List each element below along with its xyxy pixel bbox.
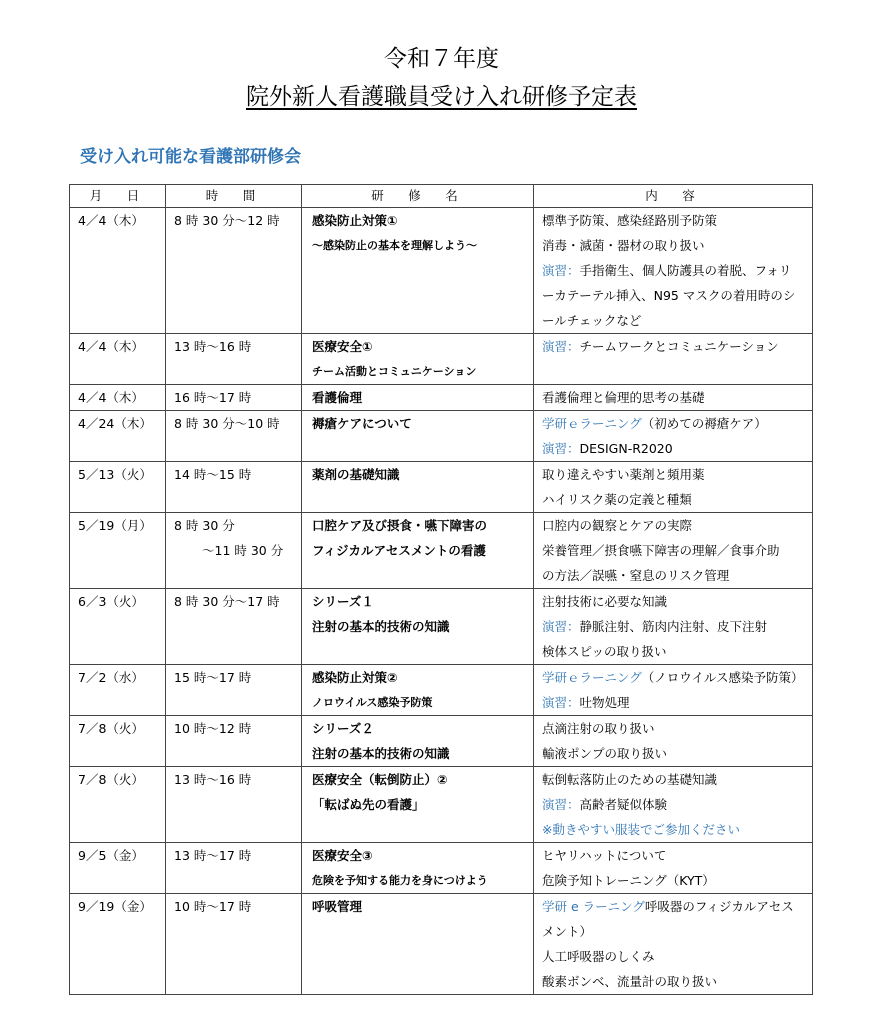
row-time — [166, 208, 302, 334]
content-text: （ノロウイルス感染予防策） — [641, 670, 804, 685]
row-date: 4／4（木） — [70, 334, 166, 385]
table-row — [70, 894, 813, 995]
training-title: 医療安全③ — [312, 848, 373, 863]
time-line: 8 時 30 分～17 時 — [174, 594, 280, 609]
table-row — [70, 665, 813, 716]
row-training-name — [302, 589, 534, 665]
row-training-name — [302, 208, 534, 334]
content-line — [542, 385, 808, 410]
row-date: 4／24（木） — [70, 411, 166, 462]
content-text: 検体スピッの取り扱い — [542, 644, 667, 659]
content-text: 吐物処理 — [579, 695, 630, 710]
content-line — [542, 843, 808, 868]
row-content — [534, 513, 813, 589]
content-text: の方法／誤嚥・窒息のリスク管理 — [542, 568, 730, 583]
row-content — [534, 716, 813, 767]
content-text: 消毒・滅菌・器材の取り扱い — [542, 238, 705, 253]
time-line: 13 時～16 時 — [174, 339, 252, 354]
page-subtitle — [0, 82, 883, 112]
content-line — [542, 767, 808, 792]
training-title-line2: 「転ばぬ先の看護」 — [312, 797, 425, 812]
table-row — [70, 843, 813, 894]
row-content — [534, 767, 813, 843]
row-content — [534, 462, 813, 513]
content-line — [542, 792, 808, 817]
row-training-name — [302, 411, 534, 462]
content-line — [542, 817, 808, 842]
table-header-row — [70, 185, 813, 208]
content-text: 静脈注射、筋肉内注射、皮下注射 — [579, 619, 768, 634]
content-line — [542, 411, 808, 436]
time-line: 10 時～17 時 — [174, 899, 252, 914]
row-date: 5／13（火） — [70, 462, 166, 513]
training-title: 感染防止対策① — [312, 213, 398, 228]
content-text: 点滴注射の取り扱い — [542, 721, 655, 736]
row-training-name — [302, 385, 534, 411]
row-training-name — [302, 462, 534, 513]
content-text: 呼吸器のフィジカルアセス — [644, 899, 794, 914]
time-line: 8 時 30 分～12 時 — [174, 213, 280, 228]
content-line — [542, 436, 808, 461]
row-date: 5／19（月） — [70, 513, 166, 589]
content-text: DESIGN-R2020 — [579, 441, 673, 456]
content-line — [542, 308, 808, 333]
row-date: 4／4（木） — [70, 385, 166, 411]
content-label: ※動きやすい服装でご参加ください — [542, 822, 740, 837]
row-content — [534, 589, 813, 665]
content-line — [542, 538, 808, 563]
content-line — [542, 690, 808, 715]
time-line: 14 時～15 時 — [174, 467, 252, 482]
row-time — [166, 411, 302, 462]
content-text: ハイリスク薬の定義と種類 — [542, 492, 692, 507]
time-line: 8 時 30 分 — [174, 518, 235, 533]
training-title: 褥瘡ケアについて — [312, 416, 412, 431]
table-row — [70, 767, 813, 843]
row-date: 4／4（木） — [70, 208, 166, 334]
training-title: シリーズ２ — [312, 721, 374, 736]
training-subtitle: チーム活動とコミュニケーション — [312, 365, 477, 378]
header-name: 研 修 名 — [302, 185, 534, 208]
content-text: 輸液ポンプの取り扱い — [542, 746, 668, 761]
row-training-name — [302, 665, 534, 716]
table-body — [70, 208, 813, 995]
content-label: 演習： — [542, 797, 580, 812]
content-text: メント） — [542, 924, 593, 939]
content-label: 演習： — [542, 619, 580, 634]
content-text: 転倒転落防止のための基礎知識 — [542, 772, 718, 787]
header-date: 月 日 — [70, 185, 166, 208]
content-text: 危険予知トレーニング（KYT） — [542, 873, 715, 888]
training-title: 看護倫理 — [312, 390, 363, 405]
content-line — [542, 894, 808, 919]
content-text: 看護倫理と倫理的思考の基礎 — [542, 390, 705, 405]
row-time — [166, 513, 302, 589]
table-row — [70, 462, 813, 513]
row-training-name — [302, 843, 534, 894]
page-title: 令和７年度 — [384, 46, 499, 72]
row-time — [166, 894, 302, 995]
row-date: 7／8（火） — [70, 767, 166, 843]
training-title-line2: フィジカルアセスメントの看護 — [312, 543, 486, 558]
row-date: 7／2（水） — [70, 665, 166, 716]
table-row — [70, 513, 813, 589]
training-subtitle: ノロウイルス感染予防策 — [312, 696, 433, 709]
header-time: 時 間 — [166, 185, 302, 208]
row-training-name — [302, 767, 534, 843]
training-title: 薬剤の基礎知識 — [312, 467, 400, 482]
row-training-name — [302, 513, 534, 589]
subtitle-text: 院外新人看護職員受け入れ研修予定表 — [246, 84, 637, 110]
time-line: ～11 時 30 分 — [202, 543, 284, 558]
row-content — [534, 208, 813, 334]
row-training-name — [302, 716, 534, 767]
row-time — [166, 716, 302, 767]
row-date: 9／19（金） — [70, 894, 166, 995]
row-content — [534, 334, 813, 385]
content-line — [542, 639, 808, 664]
header-content: 内 容 — [534, 185, 813, 208]
row-content — [534, 385, 813, 411]
content-line — [542, 614, 808, 639]
content-text: 人工呼吸器のしくみ — [542, 949, 655, 964]
content-line — [542, 462, 808, 487]
content-line — [542, 334, 808, 359]
training-title-line2: 注射の基本的技術の知識 — [312, 619, 450, 634]
content-line — [542, 716, 808, 741]
content-line — [542, 563, 808, 588]
table-row — [70, 208, 813, 334]
training-title-line2: 注射の基本的技術の知識 — [312, 746, 450, 761]
time-line: 16 時～17 時 — [174, 390, 252, 405]
content-line — [542, 868, 808, 893]
content-text: （初めての褥瘡ケア） — [641, 416, 767, 431]
content-label: 演習： — [542, 441, 580, 456]
training-subtitle: ～感染防止の基本を理解しよう～ — [312, 239, 477, 252]
content-line — [542, 969, 808, 994]
time-line: 10 時～12 時 — [174, 721, 252, 736]
content-line — [542, 589, 808, 614]
content-line — [542, 487, 808, 512]
content-line — [542, 944, 808, 969]
content-text: ーカテーテル挿入、N95 マスクの着用時のシ — [542, 288, 796, 303]
table-row — [70, 411, 813, 462]
content-label: 学研 e ラーニング — [542, 899, 645, 914]
content-text: 口腔内の観察とケアの実際 — [542, 518, 693, 533]
schedule-table — [69, 184, 813, 995]
content-label: 学研ｅラーニング — [542, 670, 642, 685]
training-title: 医療安全（転倒防止）② — [312, 772, 448, 787]
row-content — [534, 894, 813, 995]
content-text: 取り違えやすい薬剤と頻用薬 — [542, 467, 705, 482]
content-text: ヒヤリハットについて — [542, 848, 667, 863]
row-training-name — [302, 894, 534, 995]
row-date: 7／8（火） — [70, 716, 166, 767]
row-content — [534, 665, 813, 716]
section-title: 受け入れ可能な看護部研修会 — [80, 147, 301, 167]
content-text: ールチェックなど — [542, 313, 642, 328]
table-row — [70, 589, 813, 665]
row-time — [166, 843, 302, 894]
content-text: 手指衛生、個人防護具の着脱、フォリ — [579, 263, 792, 278]
content-line — [542, 208, 808, 233]
table-row — [70, 716, 813, 767]
time-line: 13 時～16 時 — [174, 772, 252, 787]
row-content — [534, 411, 813, 462]
row-date: 6／3（火） — [70, 589, 166, 665]
content-label: 演習： — [542, 339, 580, 354]
content-label: 学研ｅラーニング — [542, 416, 642, 431]
content-line — [542, 741, 808, 766]
time-line: 13 時～17 時 — [174, 848, 252, 863]
content-line — [542, 919, 808, 944]
training-title: シリーズ１ — [312, 594, 374, 609]
row-time — [166, 385, 302, 411]
time-line: 15 時～17 時 — [174, 670, 252, 685]
row-time — [166, 767, 302, 843]
content-text: 酸素ボンベ、流量計の取り扱い — [542, 974, 718, 989]
content-line — [542, 233, 808, 258]
row-time — [166, 462, 302, 513]
content-line — [542, 258, 808, 283]
content-text: チームワークとコミュニケーション — [579, 339, 779, 354]
content-text: 高齢者疑似体験 — [579, 797, 668, 812]
table-row — [70, 385, 813, 411]
content-text: 栄養管理／摂食嚥下障害の理解／食事介助 — [542, 543, 780, 558]
content-line — [542, 665, 808, 690]
training-subtitle: 危険を予知する能力を身につけよう — [312, 874, 488, 887]
time-line: 8 時 30 分～10 時 — [174, 416, 280, 431]
training-title: 口腔ケア及び摂食・嚥下障害の — [312, 518, 488, 533]
row-time — [166, 334, 302, 385]
row-content — [534, 843, 813, 894]
table-row — [70, 334, 813, 385]
content-text: 注射技術に必要な知識 — [542, 594, 668, 609]
training-title: 呼吸管理 — [312, 899, 363, 914]
content-label: 演習： — [542, 263, 580, 278]
content-line — [542, 283, 808, 308]
training-title: 医療安全① — [312, 339, 373, 354]
row-time — [166, 589, 302, 665]
training-title: 感染防止対策② — [312, 670, 398, 685]
row-time — [166, 665, 302, 716]
content-line — [542, 513, 808, 538]
content-text: 標準予防策、感染経路別予防策 — [542, 213, 718, 228]
row-date: 9／5（金） — [70, 843, 166, 894]
content-label: 演習： — [542, 695, 580, 710]
row-training-name — [302, 334, 534, 385]
